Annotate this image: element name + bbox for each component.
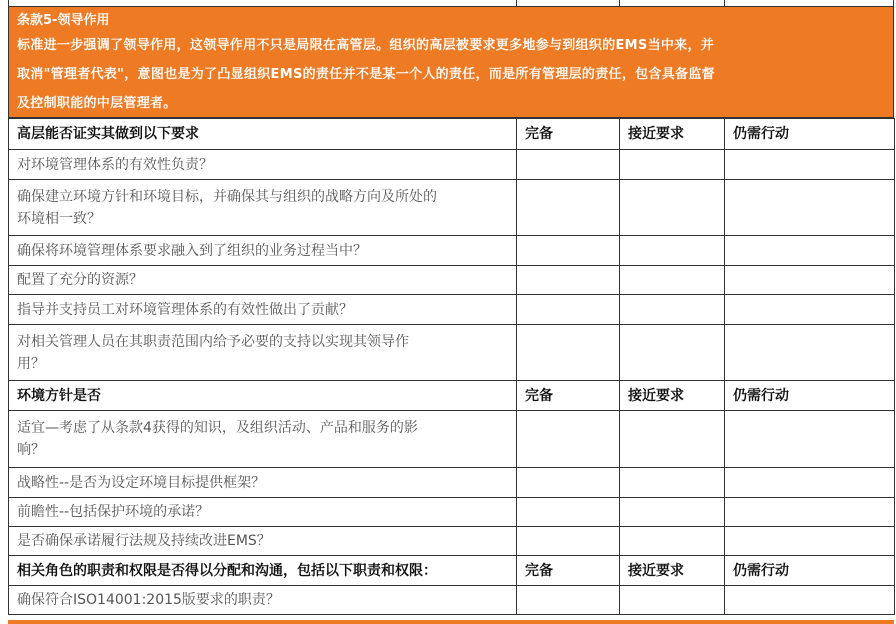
action-cell[interactable]: [725, 468, 895, 498]
question-text: 确保将环境管理体系要求融入到了组织的业务过程当中？: [9, 236, 517, 266]
table-row: [9, 468, 895, 498]
table-row: [9, 180, 895, 236]
clause-desc-line-2: 取消"管理者代表"，意图也是为了凸显组织EMS的责任并不是某一个人的责任，而是所有管理层的责任，包含具备监督: [17, 67, 715, 82]
near-cell[interactable]: [620, 411, 725, 468]
near-cell[interactable]: [620, 468, 725, 498]
action-cell[interactable]: [725, 236, 895, 266]
action-cell[interactable]: [725, 325, 895, 381]
clause-desc-line-1: 标准进一步强调了领导作用，这领导作用不只是局限在高管层。组织的高层被要求更多地参与到组织的EMS当中来，并: [17, 38, 715, 53]
near-cell[interactable]: [620, 498, 725, 527]
question-text: 配置了充分的资源？: [9, 266, 517, 295]
table-row: [9, 411, 895, 468]
question-line: 响？: [17, 442, 45, 458]
complete-cell[interactable]: [517, 411, 620, 468]
column-action: 仍需行动: [725, 119, 895, 150]
action-cell[interactable]: [725, 180, 895, 236]
section-header-row: [9, 381, 895, 411]
column-action: 仍需行动: [725, 381, 895, 411]
complete-cell[interactable]: [517, 527, 620, 556]
complete-cell[interactable]: [517, 468, 620, 498]
question-line: 用？: [17, 355, 45, 372]
action-cell[interactable]: [725, 586, 895, 615]
column-complete: 完备: [517, 381, 620, 411]
complete-cell[interactable]: [517, 325, 620, 381]
clause-banner: [8, 6, 894, 118]
section-heading: 环境方针是否: [9, 381, 517, 411]
column-action: 仍需行动: [725, 556, 895, 586]
table-row: [9, 498, 895, 527]
checklist-table: [8, 118, 895, 615]
column-near: 接近要求: [620, 381, 725, 411]
question-text: 指导并支持员工对环境管理体系的有效性做出了贡献？: [9, 295, 517, 325]
section-heading: 高层能否证实其做到以下要求: [9, 119, 517, 150]
section-header-row: [9, 119, 895, 150]
table-row: [9, 586, 895, 615]
question-line: 对相关管理人员在其职责范围内给予必要的支持以实现其领导作: [17, 333, 409, 350]
question-text: 前瞻性--包括保护环境的承诺？: [9, 498, 517, 527]
action-cell[interactable]: [725, 266, 895, 295]
next-banner-edge: [8, 620, 894, 624]
question-line: 环境相一致？: [17, 210, 101, 227]
complete-cell[interactable]: [517, 236, 620, 266]
near-cell[interactable]: [620, 236, 725, 266]
complete-cell[interactable]: [517, 150, 620, 180]
table-row: [9, 325, 895, 381]
question-line: 适宜—考虑了从条款4获得的知识，及组织活动、产品和服务的影: [17, 420, 418, 436]
action-cell[interactable]: [725, 150, 895, 180]
complete-cell[interactable]: [517, 295, 620, 325]
action-cell[interactable]: [725, 527, 895, 556]
section-header-row: [9, 556, 895, 586]
table-row: [9, 266, 895, 295]
question-text: [9, 180, 517, 236]
near-cell[interactable]: [620, 325, 725, 381]
action-cell[interactable]: [725, 498, 895, 527]
clause-title: 条款5-领导作用: [17, 13, 110, 28]
column-near: 接近要求: [620, 556, 725, 586]
question-text: 对环境管理体系的有效性负责？: [9, 150, 517, 180]
question-text: 是否确保承诺履行法规及持续改进EMS？: [9, 527, 517, 556]
action-cell[interactable]: [725, 295, 895, 325]
column-near: 接近要求: [620, 119, 725, 150]
near-cell[interactable]: [620, 586, 725, 615]
question-text: [9, 325, 517, 381]
checklist-page: [8, 0, 894, 624]
near-cell[interactable]: [620, 527, 725, 556]
near-cell[interactable]: [620, 295, 725, 325]
near-cell[interactable]: [620, 150, 725, 180]
clause-desc-line-3: 及控制职能的中层管理者。: [17, 96, 177, 111]
complete-cell[interactable]: [517, 498, 620, 527]
question-text: 战略性--是否为设定环境目标提供框架？: [9, 468, 517, 498]
question-text: 确保符合ISO14001:2015版要求的职责？: [9, 586, 517, 615]
column-complete: 完备: [517, 119, 620, 150]
table-row: [9, 295, 895, 325]
action-cell[interactable]: [725, 411, 895, 468]
question-line: 确保建立环境方针和环境目标，并确保其与组织的战略方向及所处的: [17, 188, 437, 205]
section-heading: 相关角色的职责和权限是否得以分配和沟通，包括以下职责和权限：: [9, 556, 517, 586]
near-cell[interactable]: [620, 180, 725, 236]
complete-cell[interactable]: [517, 586, 620, 615]
table-row: [9, 527, 895, 556]
complete-cell[interactable]: [517, 266, 620, 295]
table-row: [9, 150, 895, 180]
question-text: [9, 411, 517, 468]
complete-cell[interactable]: [517, 180, 620, 236]
column-complete: 完备: [517, 556, 620, 586]
table-row: [9, 236, 895, 266]
near-cell[interactable]: [620, 266, 725, 295]
